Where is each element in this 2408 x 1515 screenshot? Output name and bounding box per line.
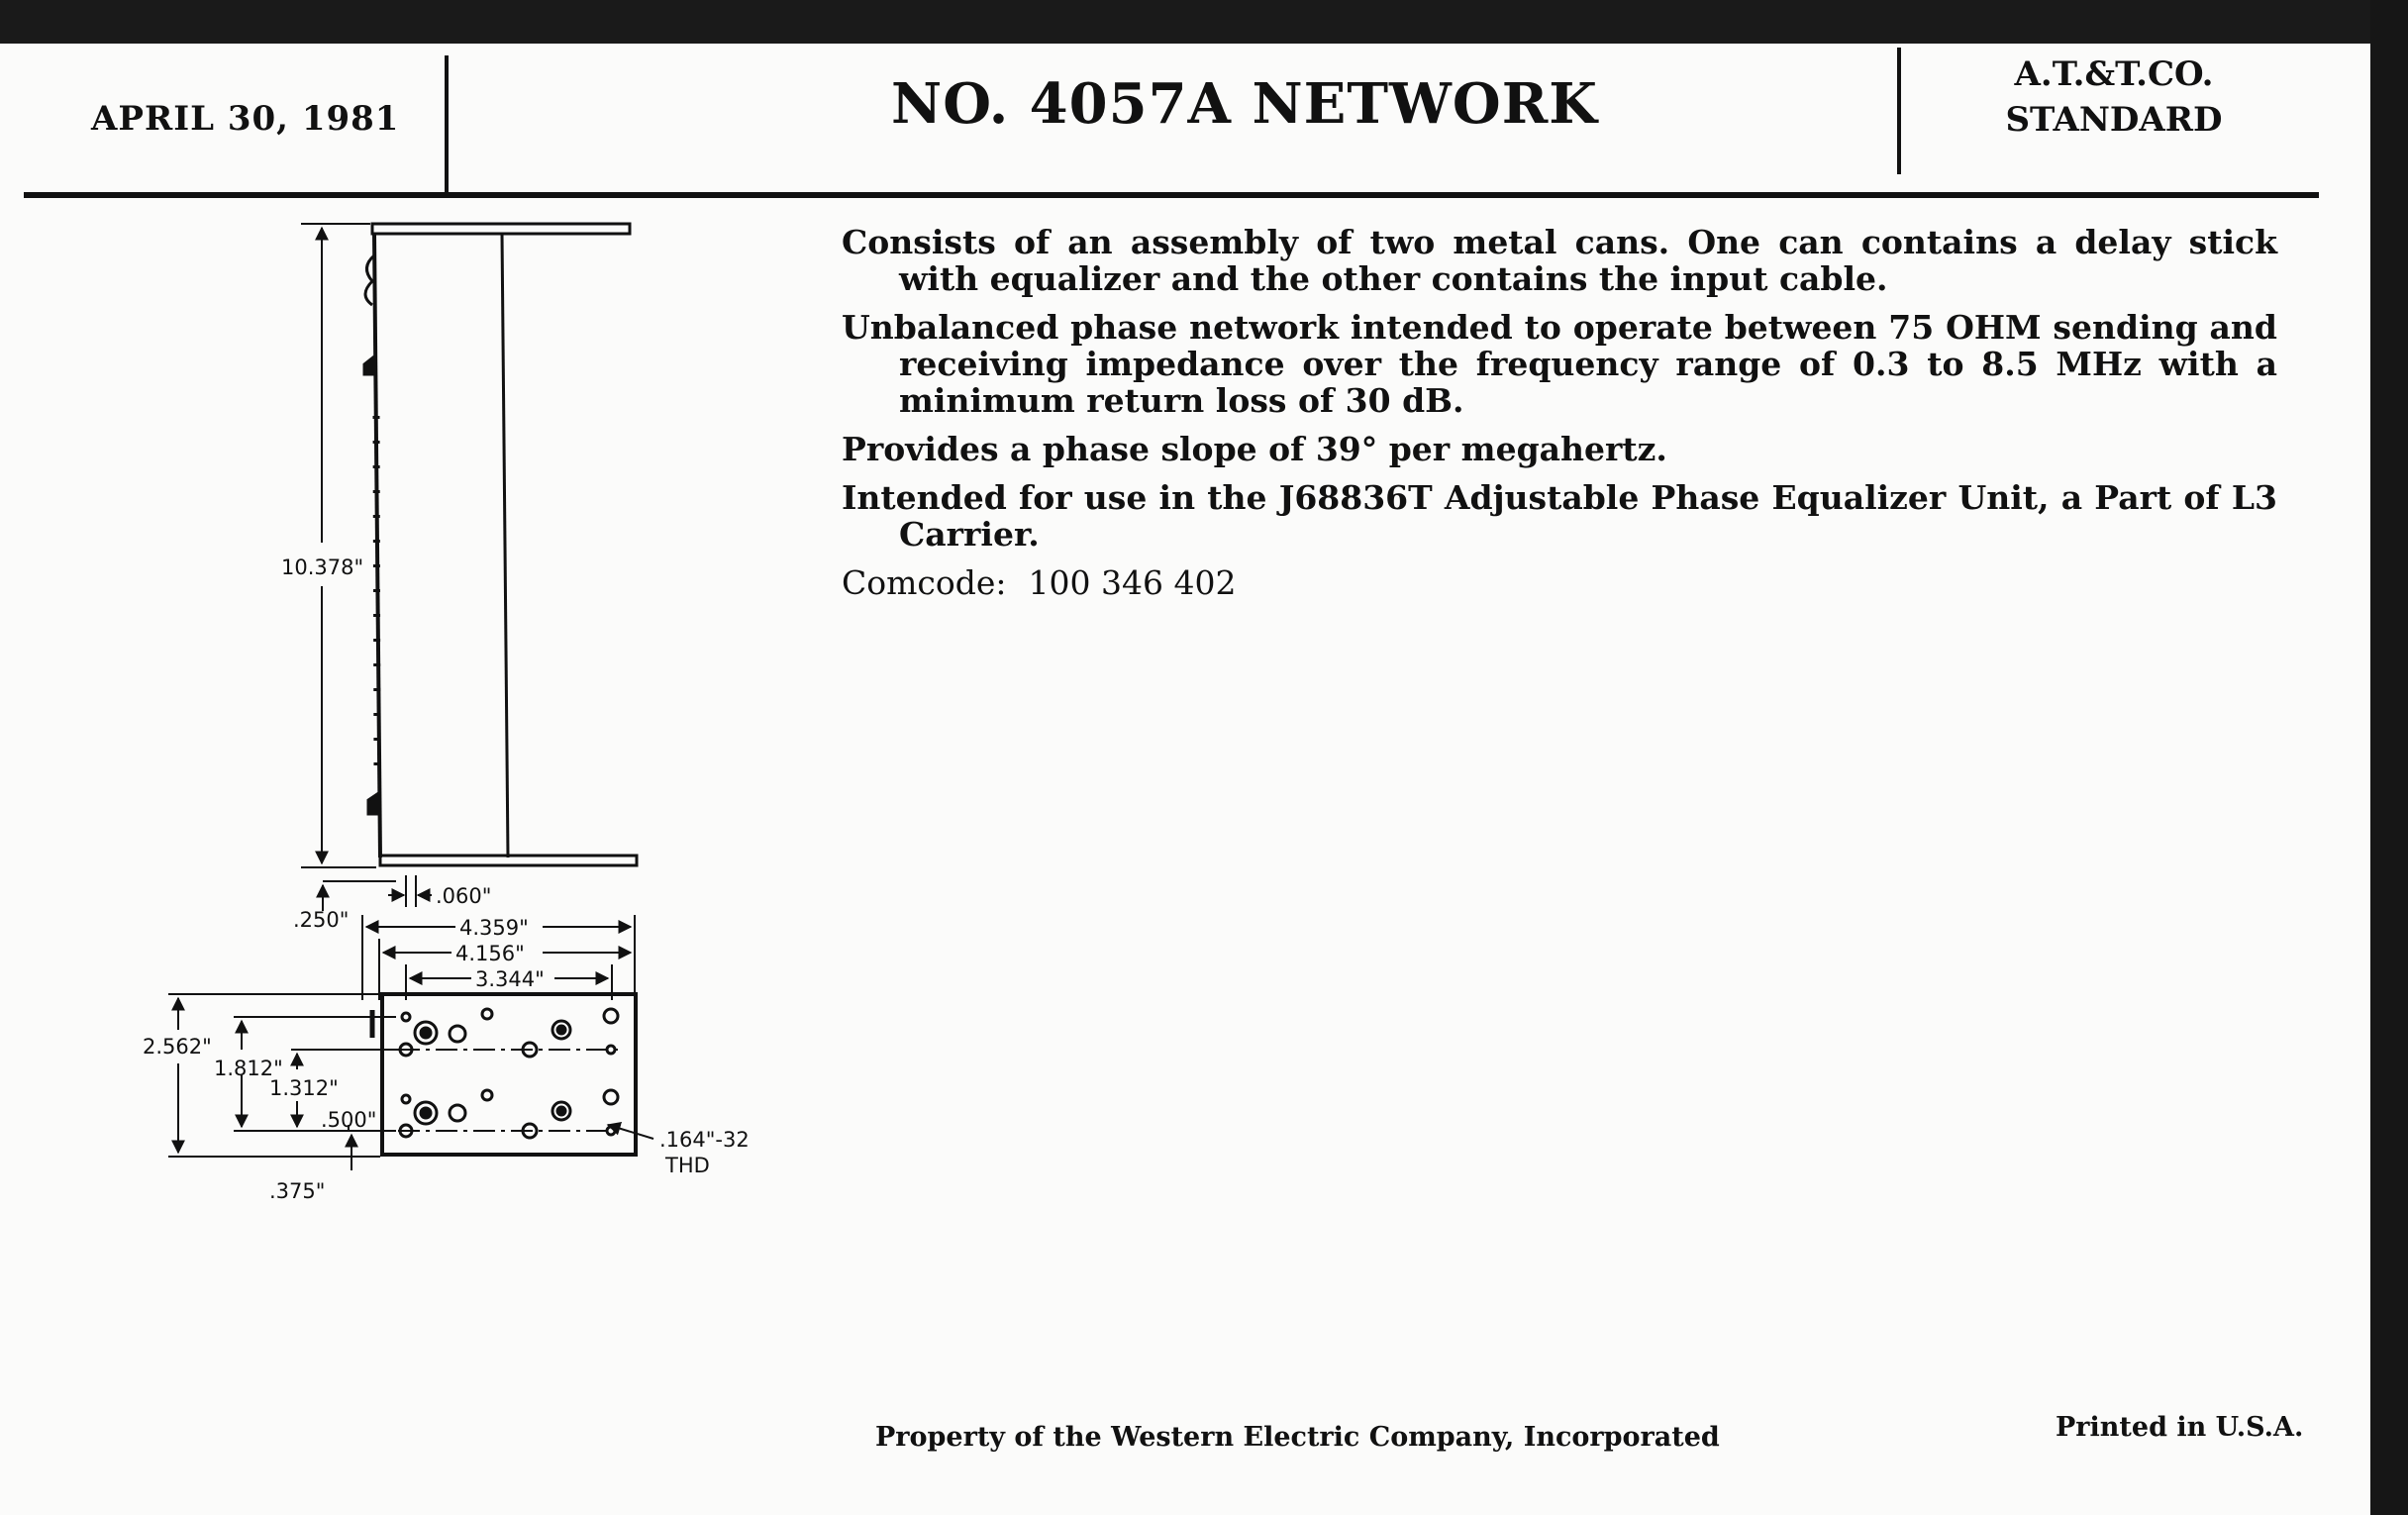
standard-line-1: A.T.&T.CO. [2014, 54, 2214, 94]
bottom-flange [380, 856, 637, 865]
page-title: NO. 4057A NETWORK [891, 71, 1598, 137]
standard-line-2: STANDARD [2005, 100, 2223, 140]
terminal-large-1-core [421, 1028, 431, 1038]
dim-w3-label: 3.344" [475, 967, 545, 991]
terminal-small-6 [607, 1127, 615, 1135]
end-view [372, 994, 636, 1155]
dim-h4-label: .500" [321, 1108, 377, 1132]
description-paragraph-1: Consists of an assembly of two metal cans. One can contains a delay stick with equalizer and the other contains the input cable. [842, 223, 2277, 298]
dim-offset-label: .250" [293, 908, 350, 932]
dim-h2-label: 1.812" [214, 1057, 283, 1080]
terminal-large-2-core [421, 1108, 431, 1118]
dim-h3-label: 1.312" [269, 1076, 339, 1100]
terminal-screw-4 [450, 1105, 465, 1121]
issue-date: APRIL 30, 1981 [91, 99, 400, 139]
terminal-small-2 [482, 1009, 492, 1019]
height-dimension [301, 224, 376, 867]
dim-w2-label: 4.156" [455, 942, 525, 965]
footer-printed: Printed in U.S.A. [2056, 1412, 2304, 1443]
side-bump-mid [364, 356, 374, 374]
terminal-ring-2-core [557, 1026, 565, 1034]
terminal-ring-6 [604, 1090, 618, 1104]
dim-h5-label: .375" [269, 1179, 326, 1203]
terminal-group [400, 1009, 618, 1138]
description-paragraph-4: Intended for use in the J68836T Adjustable Phase Equalizer Unit, a Part of L3 Carrier. [842, 478, 2277, 554]
description-paragraph-3: Provides a phase slope of 39° per megahertz. [842, 430, 1667, 468]
terminal-small-4 [402, 1095, 410, 1103]
terminal-small-5 [482, 1090, 492, 1100]
thread-label-1: .164"-32 [659, 1128, 750, 1152]
terminal-small-1 [402, 1013, 410, 1021]
footer-property: Property of the Western Electric Company, Incorporated [875, 1422, 1720, 1453]
terminal-ring-3 [604, 1009, 618, 1023]
dim-flange-label: .060" [436, 884, 492, 908]
offset-dimensions [323, 875, 432, 911]
top-flange [372, 224, 630, 234]
dim-w1-label: 4.359" [459, 916, 529, 940]
thread-label-2: THD [665, 1154, 710, 1177]
side-bump-low [368, 792, 380, 814]
terminal-screw-2 [450, 1026, 465, 1042]
comcode-value: 100 346 402 [1028, 563, 1237, 602]
dim-h1-label: 2.562" [143, 1035, 212, 1059]
vertical-dimensions [168, 994, 653, 1170]
can-divider [502, 234, 508, 858]
side-view [364, 224, 637, 865]
description-paragraph-2: Unbalanced phase network intended to operate between 75 OHM sending and receiving impedance over the frequency range of 0.3 to 8.5 MHz with a minimum return loss of 30 dB. [842, 308, 2277, 420]
dim-height-label: 10.378" [281, 556, 364, 579]
comcode-label: Comcode: [842, 563, 1007, 602]
terminal-small-3 [607, 1046, 615, 1054]
terminal-ring-5-core [557, 1107, 565, 1115]
